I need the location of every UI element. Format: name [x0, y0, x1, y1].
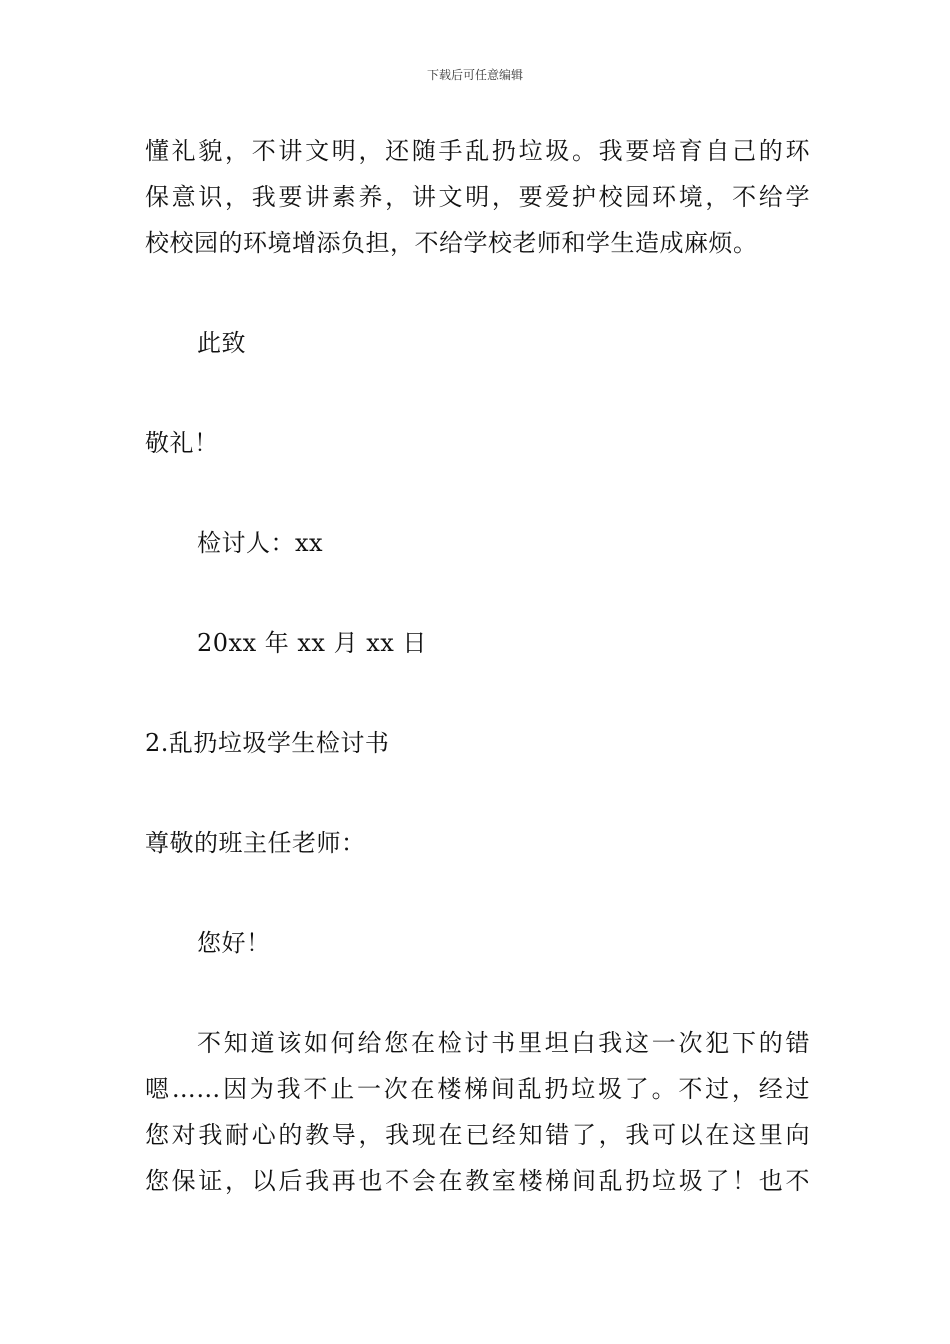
paragraph-1-line-1: 懂礼貌，不讲文明，还随手乱扔垃圾。我要培育自己的环 — [145, 137, 810, 165]
document-body — [145, 128, 810, 1204]
paragraph-2-line-4: 您保证，以后我再也不会在教室楼梯间乱扔垃圾了！也不 — [145, 1167, 810, 1195]
paragraph-1-line-2: 保意识，我要讲素养，讲文明，要爱护校园环境，不给学 — [145, 183, 810, 211]
paragraph-2-line-2: 嗯……因为我不止一次在楼梯间乱扔垃圾了。不过，经过 — [145, 1075, 810, 1103]
recipient-line: 尊敬的班主任老师： — [145, 829, 366, 857]
signer-line: 检讨人：xx — [197, 529, 324, 557]
paragraph-2-line-3: 您对我耐心的教导，我现在已经知错了，我可以在这里向 — [145, 1121, 810, 1149]
closing-respect: 敬礼！ — [145, 429, 219, 457]
greeting-line: 您好！ — [197, 929, 271, 957]
paragraph-1 — [145, 128, 810, 266]
page-header-note: 下载后可任意编辑 — [426, 68, 523, 82]
paragraph-1-line-3: 校校园的环境增添负担，不给学校老师和学生造成麻烦。 — [145, 229, 758, 257]
paragraph-2-line-1: 不知道该如何给您在检讨书里坦白我这一次犯下的错 — [197, 1029, 810, 1057]
paragraph-2 — [145, 1020, 810, 1204]
closing-salutation: 此致 — [197, 329, 246, 357]
section-2-heading: 2.乱扔垃圾学生检讨书 — [145, 729, 390, 757]
date-line: 20xx 年 xx 月 xx 日 — [197, 629, 427, 657]
